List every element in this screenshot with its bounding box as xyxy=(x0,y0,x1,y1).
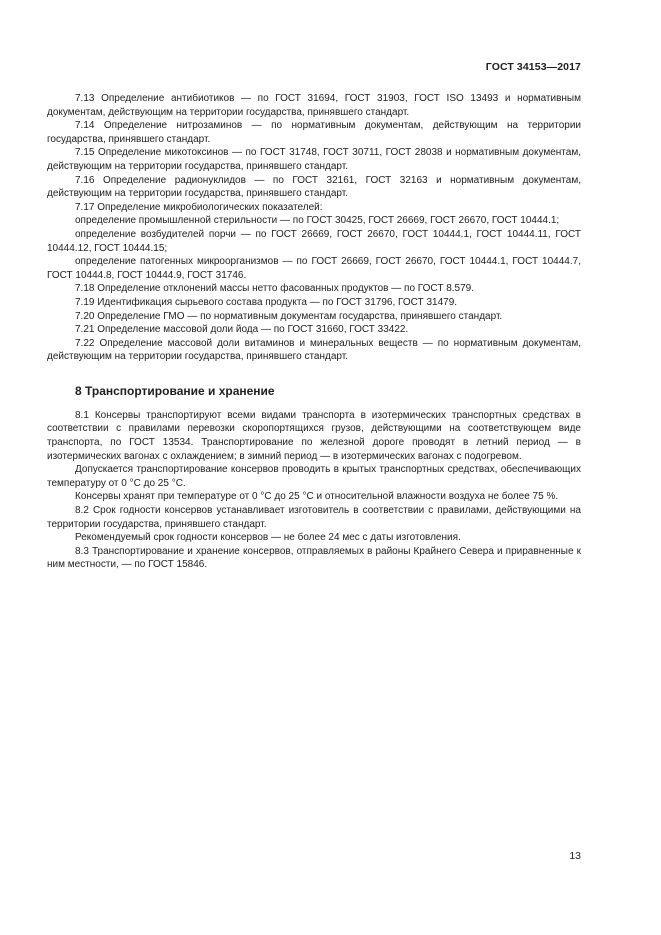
item-7-17-sterility: определение промышленной стерильности — по ГОСТ 30425, ГОСТ 26669, ГОСТ 26670, ГОСТ 10444.1; xyxy=(75,215,560,227)
item-7-15: 7.15 Определение микотоксинов — по ГОСТ 31748, ГОСТ 30711, ГОСТ 28038 и нормативным документам, действующим на территории государства, принявшего стандарт. xyxy=(47,147,581,172)
paragraph-8-3: 8.3 Транспортирование и хранение консервов, отправляемых в районы Крайнего Севера и приравненные к ним местности, — по ГОСТ 15846. xyxy=(47,545,581,571)
paragraph-8-2-recommended: Рекомендуемый срок годности консервов — не более 24 мес с даты изготовления. xyxy=(75,532,461,544)
item-7-17-spoilage: определение возбудителей порчи — по ГОСТ 26669, ГОСТ 26670, ГОСТ 10444.1, ГОСТ 10444.11, ГОСТ 10444.12, ГОСТ 10444.15; xyxy=(47,228,581,254)
item-7-14: 7.14 Определение нитрозаминов — по нормативным документам, действующим на территории государства, принявшего стандарт. xyxy=(47,120,581,145)
item-7-17-pathogens: определение патогенных микроорганизмов — по ГОСТ 26669, ГОСТ 26670, ГОСТ 10444.1, ГОСТ 10444.7, ГОСТ 10444.8, ГОСТ 10444.9, ГОСТ 31746. xyxy=(47,256,581,281)
item-7-21: 7.21 Определение массовой доли йода — по ГОСТ 31660, ГОСТ 33422. xyxy=(75,324,409,336)
section-8-heading: 8 Транспортирование и хранение xyxy=(75,383,275,398)
item-7-20: 7.20 Определение ГМО — по нормативным документам государства, принявшего стандарт. xyxy=(75,310,503,322)
paragraph-8-1-transport: Допускается транспортирование консервов проводить в крытых транспортных средствах, обеспечивающих температуру от 0 °С до 25 °С. xyxy=(47,464,581,489)
item-7-19: 7.19 Идентификация сырьевого состава продукта — по ГОСТ 31796, ГОСТ 31479. xyxy=(75,296,458,308)
document-code-header: ГОСТ 34153—2017 xyxy=(485,61,581,73)
paragraph-8-1: 8.1 Консервы транспортируют всеми видами транспорта в изотермических транспортных средствах в соответствии с правилами перевозки скоропортящихся грузов, действующими на соответствующем виде транспорта, по ГОСТ 13534. Транспортирование по железной дороге проводят в летний период — в изотермических вагонах с охлаждением; в зимний период — в изотермических вагонах с подогревом. xyxy=(47,409,581,462)
item-7-13: 7.13 Определение антибиотиков — по ГОСТ 31694, ГОСТ 31903, ГОСТ ISO 13493 и нормативным документам, действующим на территории государства, принявшего стандарт. xyxy=(47,93,581,118)
item-7-18: 7.18 Определение отклонений массы нетто фасованных продуктов — по ГОСТ 8.579. xyxy=(75,283,475,295)
paragraph-8-1-storage: Консервы хранят при температуре от 0 °С до 25 °С и относительной влажности воздуха не более 75 %. xyxy=(75,491,559,503)
page-number: 13 xyxy=(569,850,581,862)
item-7-22: 7.22 Определение массовой доли витаминов и минеральных веществ — по нормативным документам, действующим на территории государства, принявшего стандарт. xyxy=(47,337,581,363)
item-7-17: 7.17 Определение микробиологических показателей: xyxy=(75,201,323,213)
item-7-16: 7.16 Определение радионуклидов — по ГОСТ 32161, ГОСТ 32163 и нормативным документам, действующим на территории государства, принявшего стандарт. xyxy=(47,174,581,200)
document-body xyxy=(47,92,581,572)
paragraph-8-2: 8.2 Срок годности консервов устанавливает изготовитель в соответствии с правилами, действующими на территории государства, принявшего стандарт. xyxy=(47,505,581,530)
